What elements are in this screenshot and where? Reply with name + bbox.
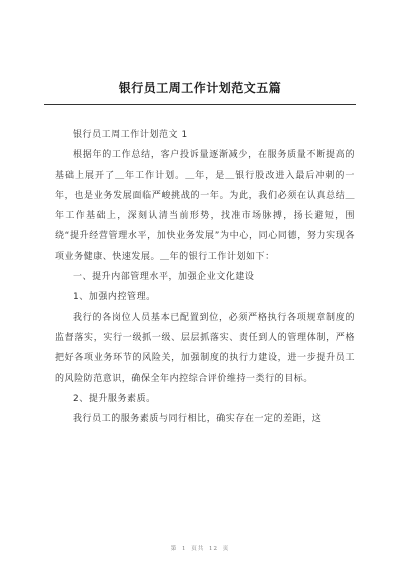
subsection-heading-1: 1、加强内控管理。 [73,292,156,303]
section-subtitle: 银行员工周工作计划范文 1 [73,130,188,140]
body-paragraph-service-quality: 我行员工的服务素质与同行相比，确实存在一定的差距，这 [73,414,322,425]
document-body [55,125,355,429]
footer-page-number: 1 [181,546,187,552]
body-paragraph-internal-control: 我行的各岗位人员基本已配置到位，必须严格执行各项规章制度的监督落实，实行一级抓一级、层层抓落实、责任到人的管理体制，严格把好各项业务环节的风险关，加强制度的执行力建设，进一步提升员工的风险防范意识，确保全年内控综合评价维持一类行的目标。 [55,312,355,384]
footer-page-total: 12 [209,546,218,552]
document-title: 银行员工周工作计划范文五篇 [118,81,282,95]
title-divider [44,104,356,105]
footer-page-prefix: 第 [170,546,178,552]
section-heading-1: 一、提升内部管理水平，加强企业文化建设 [73,272,255,283]
body-paragraph-intro: 根据年的工作总结，客户投诉量逐渐减少，在服务质量不断提高的基础上展开了＿年工作计划。＿年，是＿银行股改进入最后冲刺的一年，也是业务发展面临严峻挑战的一年。为此，我们必须在认真总结＿年工作基础上，深刻认清当前形势，找准市场脉搏，扬长避短，围绕“提升经营管理水平，加快业务发展”为中心，同心同德，努力实现各项业务健康、快速发展。＿年的银行工作计划如下： [55,150,355,262]
page-footer [0,545,400,553]
subsection-heading-2: 2、提升服务素质。 [73,393,156,404]
footer-page-suffix: 页 [222,546,230,552]
footer-page-mid: 页共 [191,546,205,552]
